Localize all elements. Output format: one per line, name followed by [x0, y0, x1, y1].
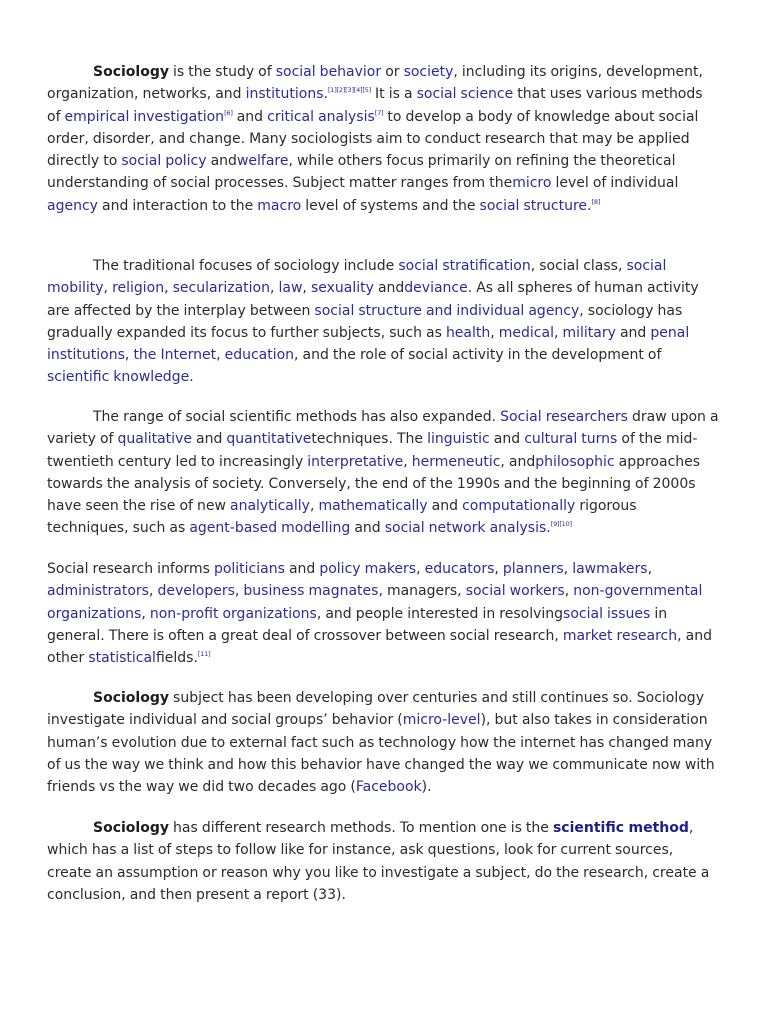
link-quantitative[interactable]: quantitative [226, 431, 312, 448]
link-social-structure[interactable]: social structure. [479, 197, 592, 214]
text: to develop a body of knowledge about social order, disorder, and change. Many sociologists aim to conduct research that may be applied directly to [47, 108, 699, 170]
link-institutions[interactable]: institutions. [245, 86, 328, 103]
link-cultural-turns[interactable]: cultural turns [524, 431, 618, 448]
text: and [284, 561, 320, 577]
text: level of individual [551, 175, 679, 192]
text: , managers, [378, 583, 466, 600]
text: , [148, 583, 158, 600]
link-social-stratification[interactable]: social stratification [398, 258, 531, 274]
text: , and people interested in resolving [316, 605, 564, 622]
link-agency[interactable]: agency [47, 197, 98, 214]
link-facebook[interactable]: Facebook [355, 779, 422, 796]
link-social-behavior[interactable]: social behavior [275, 64, 382, 80]
paragraph-focuses [47, 255, 719, 389]
paragraph-definition [47, 61, 719, 217]
link-ngos[interactable]: non-governmental organizations [47, 583, 703, 622]
citation-refs[interactable]: [9][10] [550, 520, 572, 529]
text: techniques. The [311, 431, 428, 448]
text: , [647, 561, 653, 577]
text: . [189, 369, 194, 386]
text: draw upon a variety of [47, 409, 719, 448]
text: and [350, 520, 385, 537]
text: , which has a list of steps to follow like for instance, ask questions, look for current sources, create an assumption or reason why you like to investigate a subject, do the research, create a conclusion, and then present a report (33). [47, 820, 710, 903]
text: and [427, 498, 463, 515]
link-philosophic[interactable]: philosophic [535, 453, 615, 470]
link-business-magnates[interactable]: business magnates [243, 583, 379, 600]
term-sociology: Sociology [93, 820, 169, 836]
text: , [564, 583, 574, 600]
link-computationally[interactable]: computationally [462, 498, 576, 515]
paragraph-development [47, 687, 719, 798]
link-social-workers[interactable]: social workers [465, 583, 565, 600]
citation-ref[interactable]: [11] [197, 650, 211, 659]
text: , [553, 324, 563, 341]
text: , [494, 561, 503, 577]
text: The traditional focuses of sociology include [93, 258, 399, 274]
text: , [141, 605, 150, 622]
link-mathematically[interactable]: mathematically [318, 498, 428, 515]
link-micro[interactable]: micro [512, 175, 552, 192]
text: and [489, 431, 525, 448]
link-social-mobility[interactable]: social mobility [47, 258, 667, 297]
term-sociology: Sociology [93, 690, 169, 706]
link-lawmakers[interactable]: lawmakers [572, 561, 648, 577]
link-structure-and-agency[interactable]: social structure and individual agency [314, 302, 580, 319]
link-religion[interactable]: religion [112, 280, 165, 297]
text: has different research methods. To mention one is the [168, 820, 553, 836]
link-scientific-knowledge[interactable]: scientific knowledge [47, 369, 190, 386]
text: , [269, 280, 279, 297]
link-empirical-investigation[interactable]: empirical investigation [64, 108, 225, 125]
link-social-researchers[interactable]: Social researchers [500, 409, 628, 425]
link-non-profit-organizations[interactable]: non-profit organizations [149, 605, 317, 622]
link-sexuality[interactable]: sexuality [310, 280, 374, 297]
text: , and the role of social activity in the development of [294, 347, 662, 364]
link-society[interactable]: society [403, 64, 454, 80]
link-social-network-analysis[interactable]: social network analysis. [384, 520, 551, 537]
link-administrators[interactable]: administrators [47, 583, 149, 600]
text: level of systems and the [301, 197, 480, 214]
text: , [103, 280, 113, 297]
text: , [416, 561, 425, 577]
text: and [232, 108, 268, 125]
text: approaches towards the analysis of society. Conversely, the end of the 1990s and the beginning of 2000s have seen the rise of new [47, 453, 701, 515]
link-medical[interactable]: medical [498, 324, 554, 341]
link-planners[interactable]: planners [502, 561, 564, 577]
text: The range of social scientific methods has also expanded. [93, 409, 501, 425]
paragraph-research-informs [47, 558, 719, 669]
link-analytically[interactable]: analytically [230, 498, 310, 515]
text: It is a [371, 86, 417, 103]
link-social-issues[interactable]: social issues [563, 605, 651, 622]
link-deviance[interactable]: deviance [404, 280, 468, 297]
link-micro-level[interactable]: micro-level [402, 712, 481, 729]
link-penal-institutions[interactable]: penal institutions [47, 324, 690, 364]
link-hermeneutic[interactable]: hermeneutic [411, 453, 501, 470]
link-welfare[interactable]: welfare [236, 153, 289, 170]
citation-ref[interactable]: [8] [591, 197, 601, 206]
link-statistical[interactable]: statistical [88, 650, 156, 667]
link-linguistic[interactable]: linguistic [427, 431, 490, 448]
text: and [191, 431, 227, 448]
text: ). [421, 779, 432, 796]
link-developers[interactable]: developers [157, 583, 235, 600]
link-qualitative[interactable]: qualitative [117, 431, 192, 448]
text: and interaction to the [97, 197, 258, 214]
text: and [206, 153, 237, 170]
link-interpretative[interactable]: interpretative [307, 453, 404, 470]
link-educators[interactable]: educators [424, 561, 495, 577]
link-the-internet[interactable]: the Internet [133, 347, 217, 364]
link-scientific-method[interactable]: scientific method [552, 820, 689, 836]
text: fields. [155, 650, 198, 667]
link-social-policy[interactable]: social policy [121, 153, 207, 170]
link-law[interactable]: law [278, 280, 303, 297]
text: , [164, 280, 173, 297]
text: or [381, 64, 404, 80]
text: , and other [47, 627, 712, 667]
text: , [302, 280, 311, 297]
text: , [490, 324, 499, 341]
link-education[interactable]: education [224, 347, 295, 364]
citation-refs[interactable]: [1][2][3][4][5] [327, 86, 371, 95]
link-secularization[interactable]: secularization [172, 280, 270, 297]
link-agent-based-modelling[interactable]: agent-based modelling [189, 520, 351, 537]
link-social-science[interactable]: social science [416, 86, 514, 103]
text: of the mid-twentieth century led to increasingly [47, 431, 698, 470]
text: rigorous techniques, such as [47, 498, 637, 537]
link-macro[interactable]: macro [257, 197, 302, 214]
link-military[interactable]: military [562, 324, 616, 341]
text: , social class, [530, 258, 627, 274]
text: , including its origins, development, organization, networks, and [47, 64, 703, 103]
text: in general. There is often a great deal of crossover between social research, [47, 605, 668, 644]
text: , [124, 347, 134, 364]
citation-ref[interactable]: [6] [224, 108, 233, 117]
link-market-research[interactable]: market research [562, 627, 678, 644]
term-sociology[interactable]: Sociology [93, 64, 169, 80]
text: , [403, 453, 412, 470]
text: is the study of [168, 64, 276, 80]
link-critical-analysis[interactable]: critical analysis [267, 108, 375, 125]
text: and [615, 324, 651, 341]
text: that uses various methods of [47, 86, 703, 125]
paragraph-methods [47, 406, 719, 540]
paragraph-research-methods [47, 817, 719, 906]
link-policy-makers[interactable]: policy makers [319, 561, 417, 577]
text: , [216, 347, 225, 364]
text: , [234, 583, 244, 600]
link-politicians[interactable]: politicians [213, 561, 285, 577]
text: Social research informs [47, 561, 214, 577]
text: ), but also takes in consideration human’s evolution due to external fact such as technology how the internet has changed many of us the way we think and how this behavior have changed the way we communicate now with friends vs the way we did two decades ago ( [47, 712, 715, 796]
text: , [563, 561, 573, 577]
text: and [373, 280, 405, 297]
link-health[interactable]: health [445, 324, 491, 341]
text: , sociology has gradually expanded its focus to further subjects, such as [47, 302, 683, 341]
citation-ref[interactable]: [7] [374, 108, 384, 117]
text: , while others focus primarily on refining the theoretical understanding of social processes. Subject matter ranges from the [47, 153, 676, 192]
text: subject has been developing over centuries and still continues so. Sociology investigate individual and social groups’ behavior ( [47, 690, 704, 729]
text: , [309, 498, 319, 515]
text: . As all spheres of human activity are affected by the interplay between [47, 280, 699, 319]
text: , and [500, 453, 536, 470]
